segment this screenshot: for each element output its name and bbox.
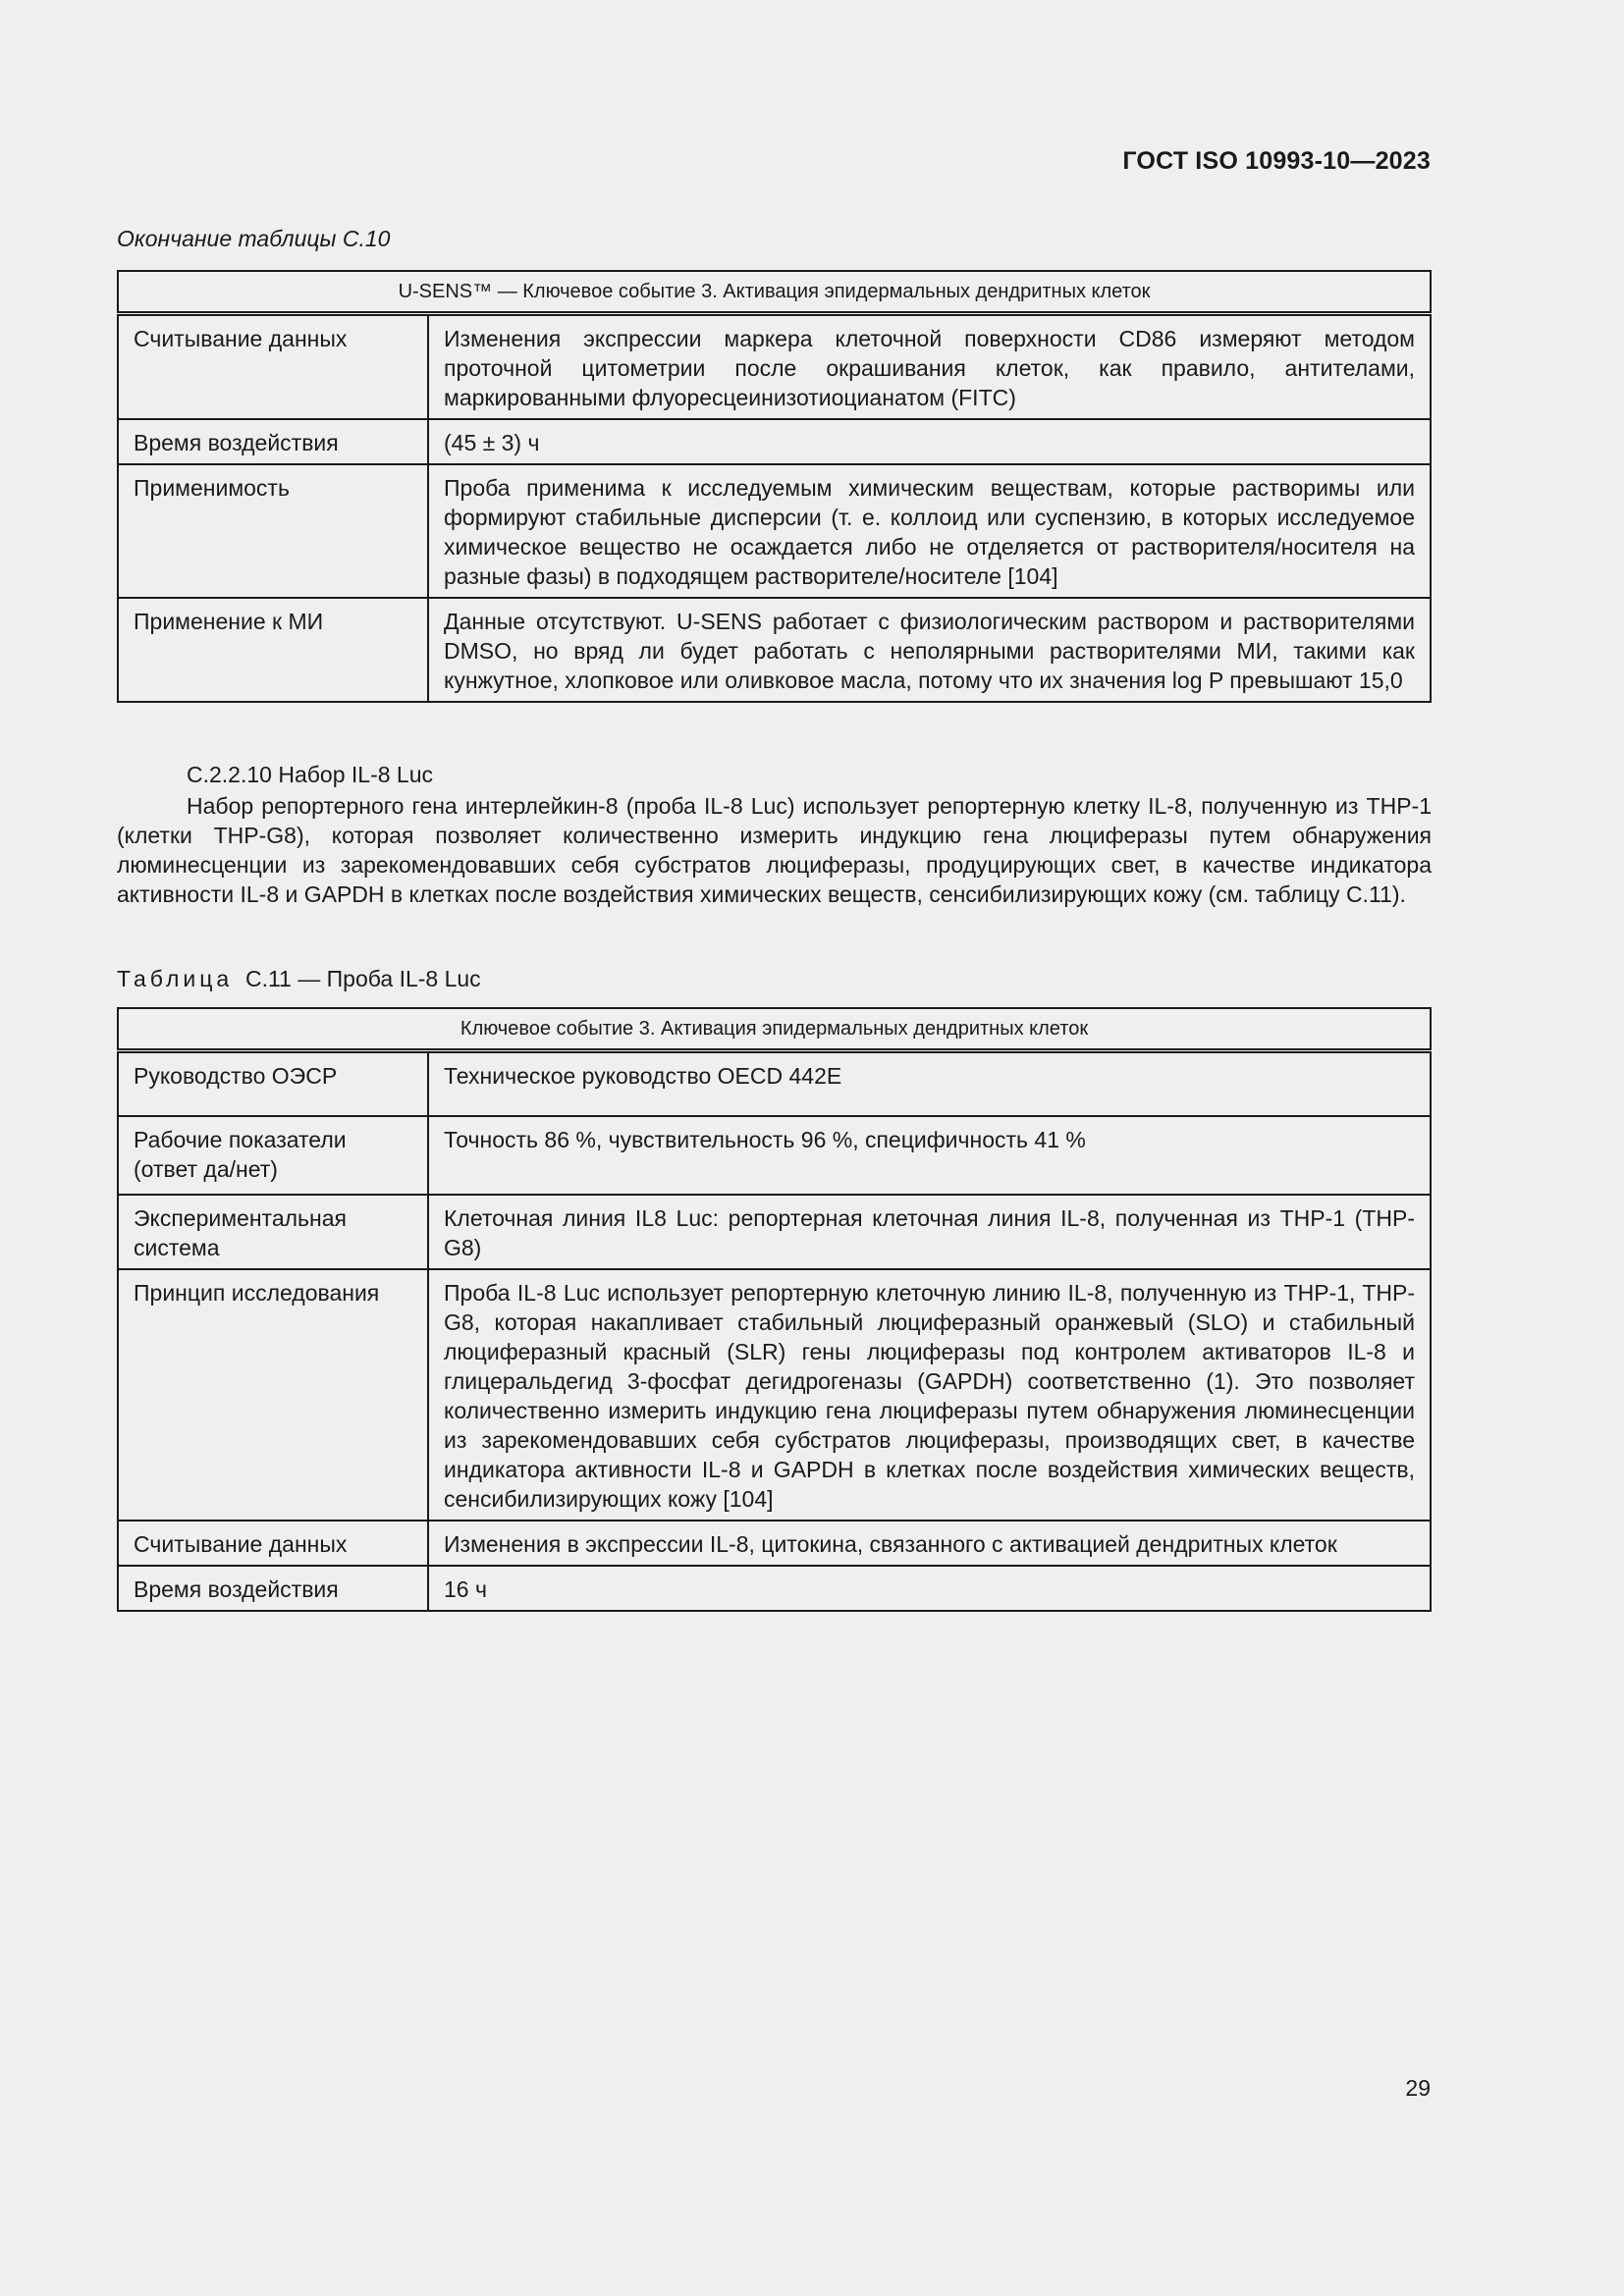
table-row	[118, 1116, 1431, 1195]
table-heading-row	[118, 271, 1431, 314]
row-label: Рабочие показатели (ответ да/нет)	[118, 1116, 428, 1195]
row-value: (45 ± 3) ч	[428, 419, 1431, 464]
row-label: Время воздействия	[118, 419, 428, 464]
table-row	[118, 314, 1431, 420]
table-heading-row	[118, 1008, 1431, 1051]
table-continuation-caption: Окончание таблицы С.10	[117, 226, 391, 251]
page-number: 29	[1405, 2075, 1431, 2101]
table-row	[118, 1269, 1431, 1521]
row-value: 16 ч	[428, 1566, 1431, 1611]
row-label: Считывание данных	[118, 314, 428, 420]
table-title-word: Таблица	[117, 966, 234, 991]
table-heading: U-SENS™ — Ключевое событие 3. Активация эпидермальных дендритных клеток	[118, 271, 1431, 314]
row-label: Принцип исследования	[118, 1269, 428, 1521]
table-row	[118, 1521, 1431, 1566]
table-c11-title	[117, 966, 481, 992]
row-value: Изменения экспрессии маркера клеточной поверхности CD86 измеряют методом проточной цитометрии после окрашивания клеток, как правило, антителами, маркированными флуоресцеинизотиоцианатом (FITC)	[428, 314, 1431, 420]
table-c10-end	[117, 270, 1432, 703]
row-label: Время воздействия	[118, 1566, 428, 1611]
row-value: Клеточная линия IL8 Luc: репортерная клеточная линия IL-8, полученная из THP-1 (THP-G8)	[428, 1195, 1431, 1269]
table-row	[118, 1566, 1431, 1611]
row-value: Данные отсутствуют. U-SENS работает с физиологическим раствором и растворителями DMSO, но вряд ли будет работать с неполярными растворителями МИ, такими как кунжутное, хлопковое или оливковое масла, потому что их значения log P превышают 15,0	[428, 598, 1431, 702]
row-label: Применимость	[118, 464, 428, 598]
table-c11	[117, 1007, 1432, 1612]
row-value: Точность 86 %, чувствительность 96 %, специфичность 41 %	[428, 1116, 1431, 1195]
row-label: Экспериментальная система	[118, 1195, 428, 1269]
table-title-rest: С.11 — Проба IL-8 Luc	[244, 966, 481, 991]
row-value: Техническое руководство OECD 442E	[428, 1051, 1431, 1116]
row-label: Считывание данных	[118, 1521, 428, 1566]
table-heading: Ключевое событие 3. Активация эпидермальных дендритных клеток	[118, 1008, 1431, 1051]
row-value: Изменения в экспрессии IL-8, цитокина, связанного с активацией дендритных клеток	[428, 1521, 1431, 1566]
row-value: Проба IL-8 Luc использует репортерную клеточную линию IL-8, полученную из THP-1, THP-G8, которая накапливает стабильный люциферазный оранжевый (SLO) и стабильный люциферазный красный (SLR) гены люциферазы под контролем активаторов IL-8 и глицеральдегид 3-фосфат дегидрогеназы (GAPDH) соответственно (1). Это позволяет количественно измерить индукцию гена люциферазы путем обнаружения люминесценции из зарекомендовавших себя субстратов люциферазы, производящих свет, в качестве индикатора активности IL-8 и GAPDH в клетках после воздействия химических веществ, сенсибилизирующих кожу [104]	[428, 1269, 1431, 1521]
table-row	[118, 1195, 1431, 1269]
section-paragraph: Набор репортерного гена интерлейкин-8 (проба IL-8 Luc) использует репортерную клетку IL-8, полученную из THP-1 (клетки THP-G8), которая позволяет количественно измерить индукцию гена люциферазы путем обнаружения люминесценции из зарекомендовавших себя субстратов люциферазы, продуцирующих свет, в качестве индикатора активности IL-8 и GAPDH в клетках после воздействия химических веществ, сенсибилизирующих кожу (см. таблицу С.11).	[117, 793, 1432, 907]
row-value: Проба применима к исследуемым химическим веществам, которые растворимы или формируют стабильные дисперсии (т. е. коллоид или суспензию, в которых исследуемое химическое вещество не осаждается либо не отделяется от растворителя/носителя на разные фазы) в подходящем растворителе/носителе [104]	[428, 464, 1431, 598]
section-heading: С.2.2.10 Набор IL-8 Luc	[187, 762, 433, 787]
document-code: ГОСТ ISO 10993-10—2023	[1122, 147, 1431, 175]
table-row	[118, 419, 1431, 464]
row-label: Применение к МИ	[118, 598, 428, 702]
table-row	[118, 1051, 1431, 1116]
table-row	[118, 598, 1431, 702]
row-label: Руководство ОЭСР	[118, 1051, 428, 1116]
table-row	[118, 464, 1431, 598]
